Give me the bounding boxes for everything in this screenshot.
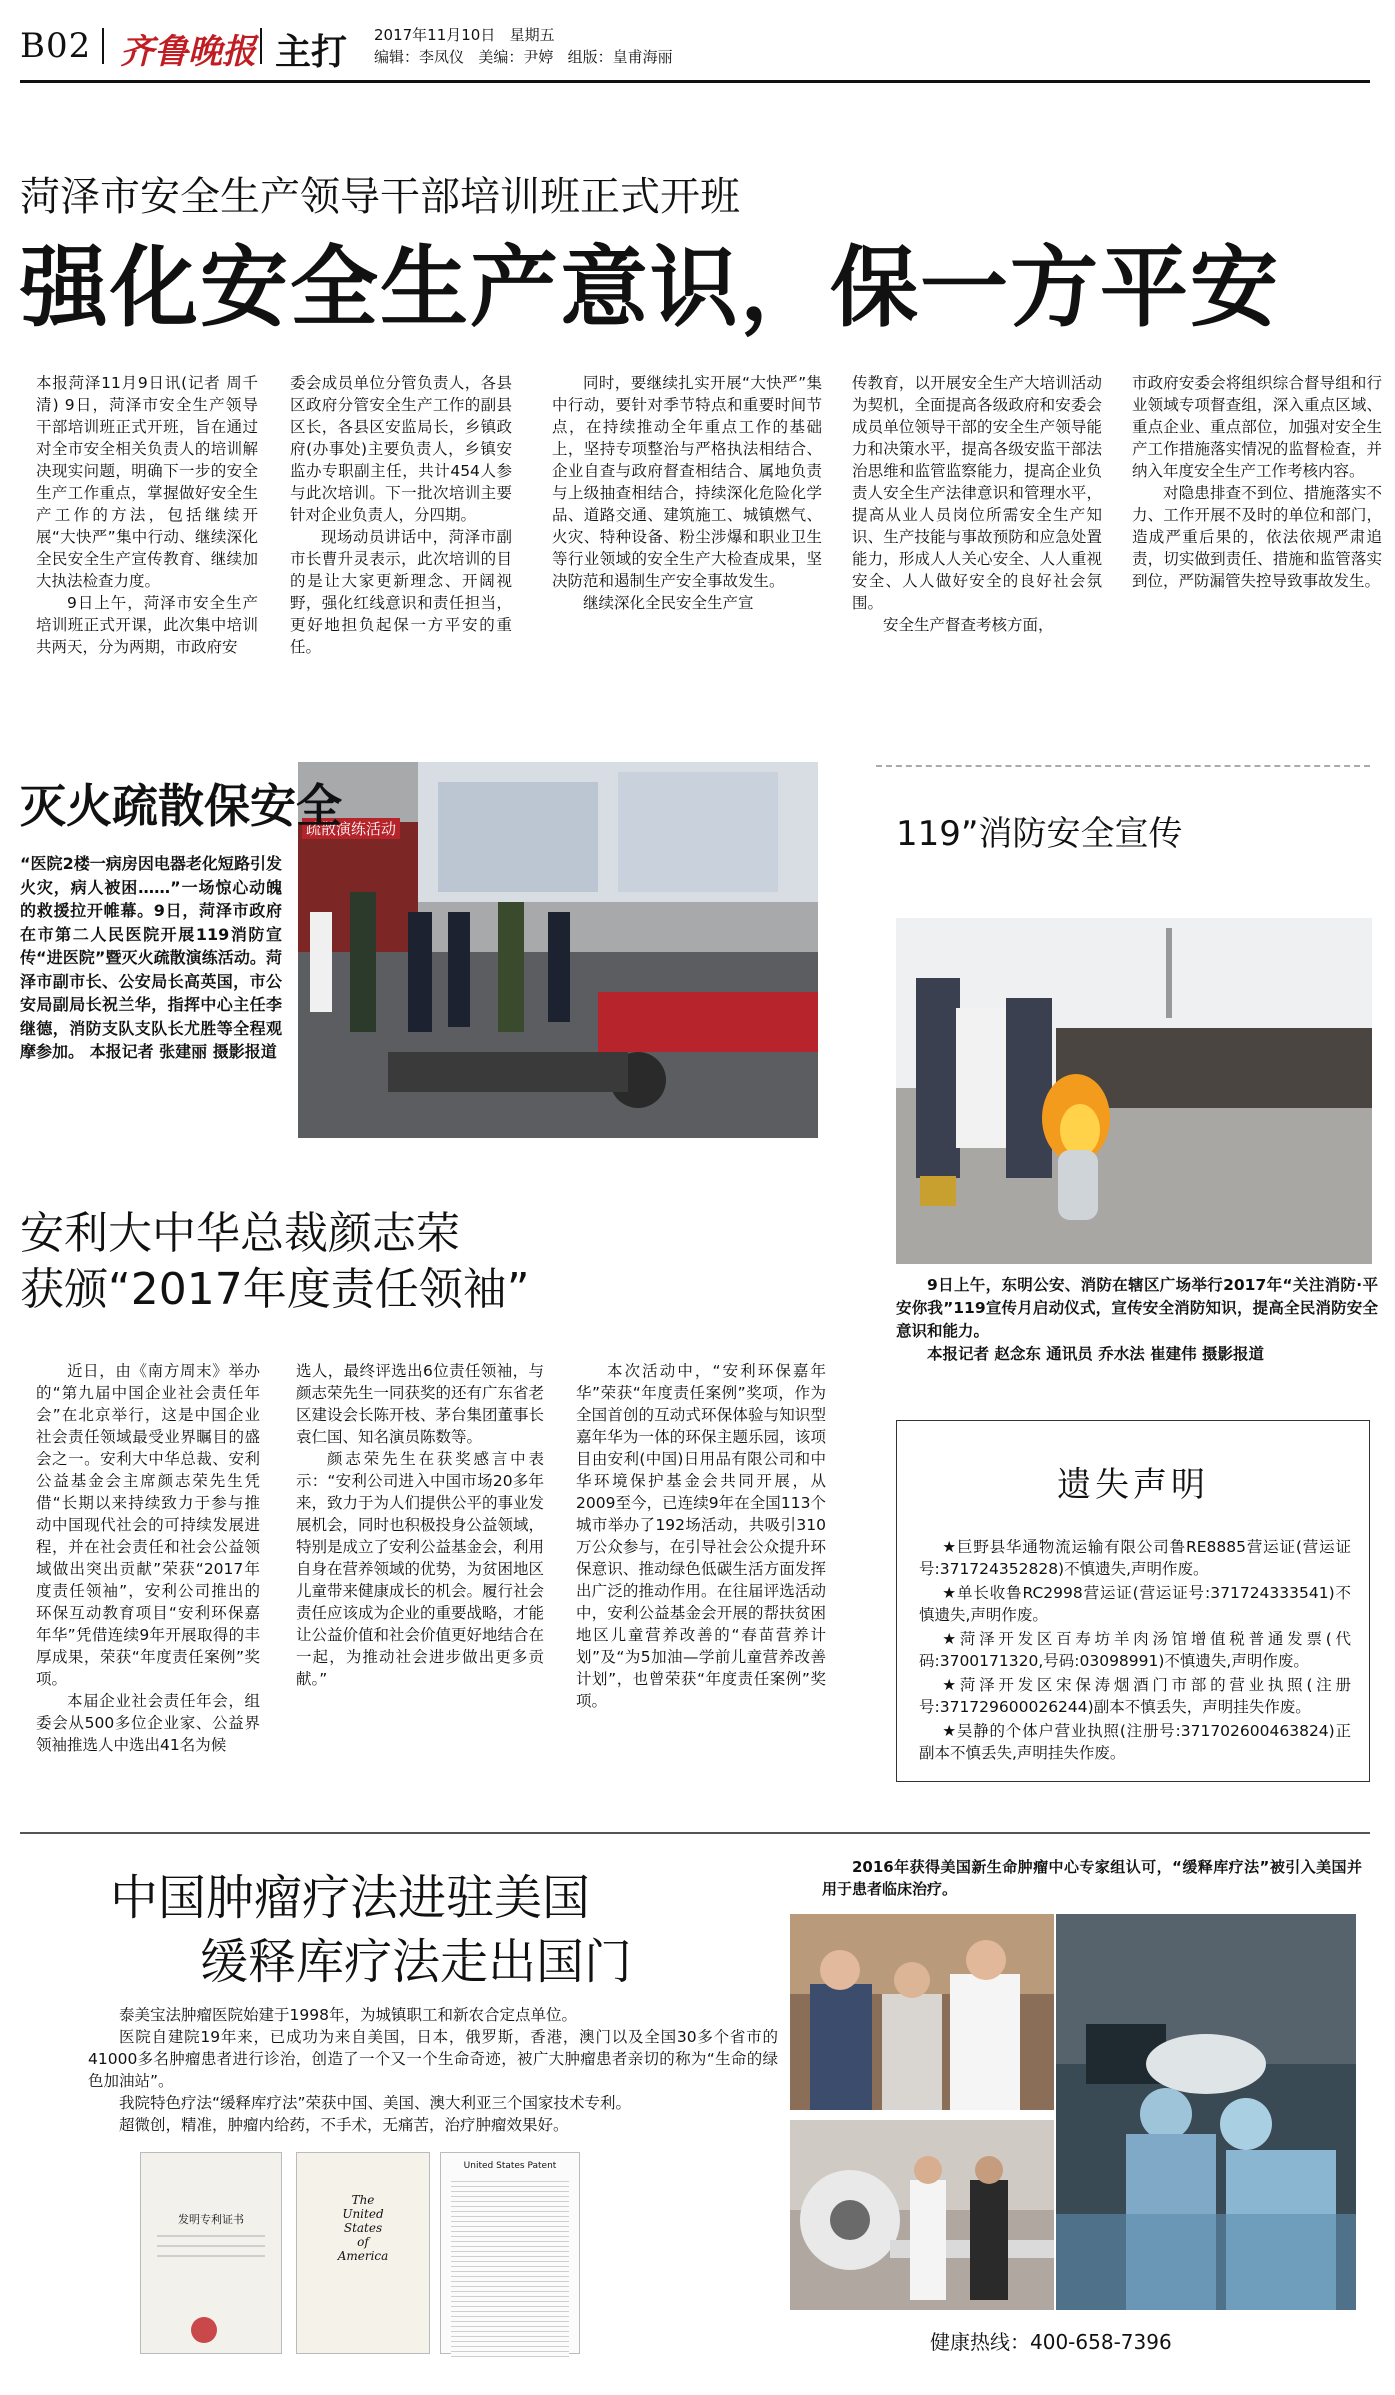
certificate-title: United States Patent (463, 2161, 557, 2171)
paragraph: 市政府安委会将组织综合督导组和行业领域专项督查组，深入重点区域、重点企业、重点部位，加强对安全生产工作措施落实情况的监督检查，并纳入年度安全生产工作考核内容。 (1132, 374, 1382, 480)
certificate-word: of (357, 2235, 369, 2249)
paragraph: 对隐患排查不到位、措施落实不力、工作开展不及时的单位和部门，造成严重后果的，依法依规严肃追责，切实做到责任、措施和监管落实到位，严防漏管失控导致事故发生。 (1132, 484, 1382, 590)
article4-col3 (576, 1360, 826, 1712)
fire-publicity-photo-illustration (896, 918, 1372, 1264)
certificate-title: 发明专利证书 (178, 2213, 244, 2226)
ct-scanner-photo (790, 2120, 1054, 2310)
newspaper-logo: 齐鲁晚报 (120, 32, 256, 72)
paragraph: 现场动员讲话中，菏泽市副市长曹升灵表示，此次培训的目的是让大家更新理念、开阔视野，强化红线意识和责任担当，更好地担负起保一方平安的重任。 (290, 528, 512, 656)
headline-line: 安利大中华总裁颜志荣 (20, 1208, 460, 1259)
layout-editor: 组版：皇甫海丽 (567, 48, 673, 66)
paragraph: 9日上午，菏泽市安全生产培训班正式开课，此次集中培训共两天，分为两期，市政府安 (36, 594, 258, 656)
paragraph: 选人，最终评选出6位责任领袖，与颜志荣先生一同获奖的还有广东省老区建设会长陈开枝、茅台集团董事长袁仁国、知名演员陈数等。 (296, 1362, 545, 1446)
paragraph: 我院特色疗法“缓释库疗法”荣获中国、美国、澳大利亚三个国家技术专利。 (119, 2094, 632, 2112)
divider (260, 28, 262, 64)
certificate-word: States (343, 2221, 383, 2235)
document-text-lines (451, 2177, 569, 2357)
ad-body (88, 2004, 778, 2136)
article2-headline: 灭火疏散保安全 (20, 779, 342, 833)
paragraph: 医院自建院19年来，已成功为来自美国，日本，俄罗斯，香港，澳门以及全国30多个省市的41000多名肿瘤患者进行诊治，创造了一个又一个生命奇迹，被广大肿瘤患者亲切的称为“生命的绿色加油站”。 (88, 2028, 778, 2090)
certificate-line (157, 2235, 265, 2237)
page-number: B02 (20, 26, 92, 66)
photo-credit: 本报记者 赵念东 通讯员 乔水法 崔建伟 摄影报道 (927, 1345, 1264, 1363)
article1-kicker: 菏泽市安全生产领导干部培训班正式开班 (20, 174, 740, 220)
doctors-photo (790, 1914, 1054, 2110)
article1-col3 (552, 372, 822, 614)
headline-line: 获颁“2017年度责任领袖” (20, 1264, 530, 1315)
ad-photo-caption (822, 1856, 1362, 1900)
lost-notice-box (896, 1420, 1370, 1782)
dashed-rule (876, 765, 1370, 767)
weekday: 星期五 (509, 26, 555, 44)
surgery-photo (1056, 1914, 1356, 2310)
date: 2017年11月10日 (374, 26, 496, 44)
notice-item: ★单长收鲁RC2998营运证(营运证号:371724333541)不慎遗失,声明作废。 (919, 1584, 1351, 1624)
ad-headline (110, 1866, 632, 1994)
dateline (374, 24, 555, 45)
article4-col2 (296, 1360, 544, 1690)
headline-line: 中国肿瘤疗法进驻美国 (110, 1870, 591, 1926)
section-name: 主打 (275, 32, 348, 73)
article2-body (20, 852, 282, 1064)
certificate-word: The (351, 2193, 375, 2207)
notice-list (919, 1536, 1351, 1764)
divider (102, 28, 104, 64)
paragraph: 近日，由《南方周末》举办的“第九届中国企业社会责任年会”在北京举行，这是中国企业社会责任领域最受业界瞩目的盛会之一。安利大中华总裁、安利公益基金会主席颜志荣先生凭借“长期以来持续致力于参与推动中国现代社会的可持续发展进程，并在社会责任和社会公益领域做出突出贡献”荣获“2017年度责任领袖”，安利公司推出的环保互动教育项目“安利环保嘉年华”凭借连续9年开展取得的丰厚成果，荣获“年度责任案例”奖项。 (36, 1362, 260, 1688)
certificate-script (297, 2193, 429, 2263)
editor-credits (374, 46, 673, 67)
paragraph: 超微创，精准，肿瘤内给药，不手术，无痛苦，治疗肿瘤效果好。 (119, 2116, 569, 2134)
surgery-photo-illustration (1056, 1914, 1356, 2310)
notice-title: 遗失声明 (1057, 1465, 1209, 1505)
notice-item: ★巨野县华通物流运输有限公司鲁RE8885营运证(营运证号:371724352828)不慎遗失,声明作废。 (919, 1538, 1351, 1578)
certificate-line (157, 2245, 265, 2247)
paragraph: 安全生产督查考核方面， (883, 616, 1054, 634)
certificate-word: America (337, 2249, 389, 2263)
article1-col2 (290, 372, 512, 658)
paragraph: 本次活动中，“安利环保嘉年华”荣获“年度责任案例”奖项，作为全国首创的互动式环保体验与知识型嘉年华为一体的环保主题乐园，该项目由安利(中国)日用品有限公司和中华环境保护基金会共同开展，从2009至今，已连续9年在全国113个城市举办了192场活动，共吸引310万公众参与，在引导社会公众提升环保意识、推动绿色低碳生活方面发挥出广泛的推动作用。在往届评选活动中，安利公益基金会开展的帮扶贫困地区儿童营养改善的“春苗营养计划”及“为5加油—学前儿童营养改善计划”，也曾荣获“年度责任案例”奖项。 (576, 1362, 826, 1710)
article3-caption (896, 1274, 1378, 1366)
article3-headline: 119”消防安全宣传 (896, 814, 1183, 854)
article1-col4 (852, 372, 1102, 636)
paragraph: 颜志荣先生在获奖感言中表示：“安利公司进入中国市场20多年来，致力于为人们提供公平的事业发展机会，同时也积极投身公益领域，特别是成立了安利公益基金会，利用自身在营养领域的优势，为贫困地区儿童带来健康成长的机会。履行社会责任应该成为企业的重要战略，才能让公益价值和社会价值更好地结合在一起，为推动社会进步做出更多贡献。” (296, 1450, 545, 1688)
paragraph: 2016年获得美国新生命肿瘤中心专家组认可，“缓释库疗法”被引入美国并用于患者临床治疗。 (822, 1858, 1362, 1898)
paragraph: 同时，要继续扎实开展“大快严”集中行动，要针对季节特点和重要时间节点，在持续推动全年重点工作的基础上，坚持专项整治与严格执法相结合、企业自查与政府督查相结合、属地负责与上级抽查相结合，持续深化危险化学品、道路交通、建筑施工、城镇燃气、火灾、特种设备、粉尘涉爆和职业卫生等行业领域的安全生产大检查成果，坚决防范和遏制生产安全事故发生。 (552, 374, 822, 590)
hotline: 健康热线：400-658-7396 (930, 2330, 1172, 2354)
certificate-word: United (342, 2207, 384, 2221)
paragraph: 本报菏泽11月9日讯(记者 周千清) 9日，菏泽市安全生产领导干部培训班正式开班，旨在通过对全市安全相关负责人的培训解决现实问题，明确下一步的安全生产工作重点，掌握做好安全生产工作的方法，包括继续开展“大快严”集中行动、继续深化全民安全生产宣传教育、继续加大执法检查力度。 (36, 374, 258, 590)
doctors-photo-illustration (790, 1914, 1054, 2110)
notice-item: ★吴静的个体户营业执照(注册号:371702600463824)正副本不慎丢失,声明挂失作废。 (919, 1722, 1351, 1762)
editor: 编辑：李凤仪 (374, 48, 465, 66)
fire-publicity-photo (896, 918, 1372, 1264)
paragraph: 本届企业社会责任年会，组委会从500多位企业家、公益界领袖推选人中选出41名为候 (36, 1692, 260, 1754)
art-editor: 美编：尹婷 (478, 48, 554, 66)
seal-icon (191, 2317, 217, 2343)
paragraph: 委会成员单位分管负责人，各县区政府分管安全生产工作的副县区长，各县区安监局长，乡镇政府(办事处)主要负责人，乡镇安监办专职副主任，共计454人参与此次培训。下一批次培训主要针对企业负责人，分四期。 (290, 374, 512, 524)
fire-drill-photo (298, 762, 818, 1138)
article1-col5 (1132, 372, 1382, 592)
paragraph: “医院2楼一病房因电器老化短路引发火灾，病人被困……”一场惊心动魄的救援拉开帷幕。9日，菏泽市政府在市第二人民医院开展119消防宣传“进医院”暨灭火疏散演练活动。菏泽市副市长、公安局长高英国，市公安局副局长祝兰华，指挥中心主任李继德，消防支队支队长尤胜等全程观摩参加。 本报记者 张建丽 摄影报道 (20, 854, 282, 1061)
paragraph: 传教育，以开展安全生产大培训活动为契机，全面提高各级政府和安委会成员单位领导干部的安全生产领导能力和决策水平，提高各级安监干部法治思维和监管监察能力，提高企业负责人安全生产法律意识和管理水平，提高从业人员岗位所需安全生产知识、生产技能与事故预防和应急处置能力，形成人人关心安全、人人重视安全、人人做好安全的良好社会氛围。 (852, 374, 1102, 612)
notice-item: ★菏泽开发区宋保涛烟酒门市部的营业执照(注册号:371729600026244)副本不慎丢失，声明挂失作废。 (919, 1676, 1351, 1716)
photo-banner-text: 疏散演练活动 (302, 818, 400, 839)
article1-headline: 强化安全生产意识，保一方平安 (20, 236, 1281, 339)
patent-certificate-cn (140, 2152, 282, 2354)
article4-headline (20, 1206, 530, 1318)
article1-col1 (36, 372, 258, 658)
top-rule (20, 80, 1370, 83)
article4-col1 (36, 1360, 260, 1756)
ct-scanner-photo-illustration (790, 2120, 1054, 2310)
patent-document-us (440, 2152, 580, 2354)
paragraph: 继续深化全民安全生产宣 (583, 594, 754, 612)
ad-top-rule (20, 1832, 1370, 1834)
notice-item: ★菏泽开发区百寿坊羊肉汤馆增值税普通发票(代码:3700171320,号码:03098991)不慎遗失,声明作废。 (919, 1630, 1351, 1670)
certificate-line (157, 2255, 265, 2257)
paragraph: 泰美宝法肿瘤医院始建于1998年，为城镇职工和新农合定点单位。 (119, 2006, 577, 2024)
headline-line: 缓释库疗法走出国门 (200, 1934, 633, 1990)
paragraph: 9日上午，东明公安、消防在辖区广场举行2017年“关注消防·平安你我”119宣传月启动仪式，宣传安全消防知识，提高全民消防安全意识和能力。 (896, 1276, 1378, 1340)
patent-certificate-us (296, 2152, 430, 2354)
